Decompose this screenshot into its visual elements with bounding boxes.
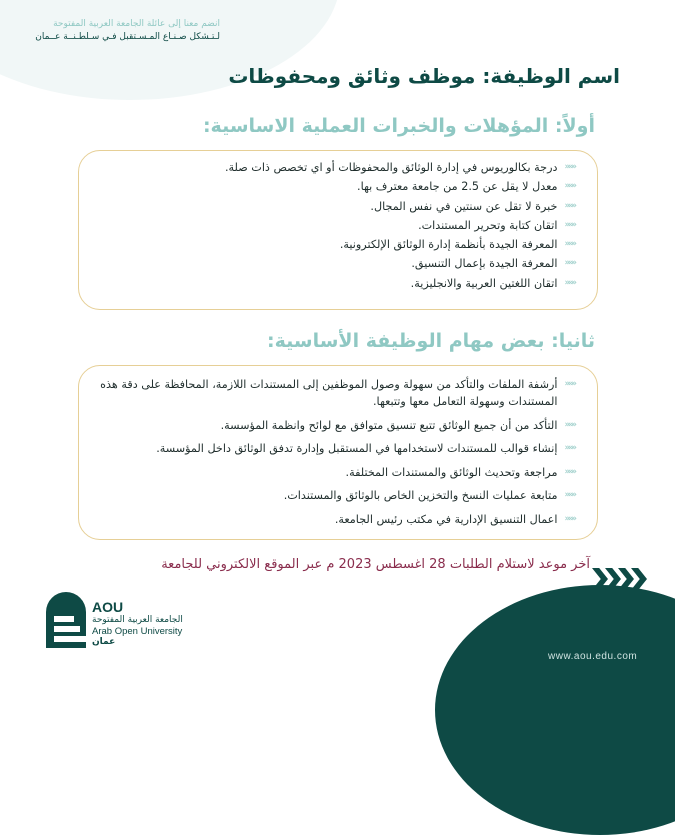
chevron-arrows [595, 568, 647, 590]
logo-branch: عمان [92, 637, 116, 647]
double-chevron-bullet-icon: »»» [564, 258, 575, 269]
list-item: »»» اتقان كتابة وتحرير المستندات. [418, 218, 575, 232]
list-item: »»» خبرة لا تقل عن سنتين في نفس المجال. [370, 199, 575, 213]
aou-logo-icon [46, 592, 86, 648]
double-chevron-bullet-icon: »»» [564, 443, 575, 453]
list-item: »»» إنشاء قوالب للمستندات لاستخدامها في المستقبل وإدارة تدفق الوثائق داخل المؤسسة. [156, 442, 575, 455]
tasks-box [78, 365, 598, 540]
tagline-line-2: لـتـشكل صـنـاع المـسـتقبل فـي سـلطـنــة عــمان [35, 32, 220, 42]
website-url: www.aou.edu.com [548, 651, 638, 662]
double-chevron-bullet-icon: »»» [564, 239, 575, 250]
list-item: »»» التأكد من أن جميع الوثائق تتبع تنسيق متوافق مع لوائح وانظمة المؤسسة. [220, 418, 575, 432]
application-deadline: آخر موعد لاستلام الطلبات 28 اغسطس 2023 م عبر الموقع الالكتروني للجامعة [161, 557, 590, 572]
double-chevron-bullet-icon: »»» [564, 181, 575, 192]
list-item: »»» اعمال التنسيق الإدارية في مكتب رئيس الجامعة. [334, 512, 575, 526]
chevron-right-icon [592, 568, 608, 590]
logo-text [92, 599, 183, 648]
section-2-title: ثانيا: بعض مهام الوظيفة الأساسية: [267, 330, 595, 352]
list-item: »»» اتقان اللغتين العربية والانجليزية. [410, 276, 575, 290]
section-1-title: أولاً: المؤهلات والخبرات العملية الاساسية: [202, 115, 595, 137]
double-chevron-bullet-icon: »»» [564, 490, 575, 500]
list-item: »»» متابعة عمليات النسخ والتخزين الخاص بالوثائق والمستندات. [283, 489, 575, 502]
list-item: »»» أرشفة الملفات والتأكد من سهولة وصول الموظفين إلى المستندات اللازمة، المحافظة على دقة هذه المستندات وسهولة التعامل معها وتتبعها. [100, 378, 575, 408]
logo-abbreviation: AOU [92, 599, 124, 615]
double-chevron-bullet-icon: »»» [564, 419, 575, 430]
list-item: »»» درجة بكالوريوس في إدارة الوثائق والمحفوظات أو اي تخصص ذات صلة. [224, 161, 575, 174]
list-item: »»» المعرفة الجيدة بإعمال التنسيق. [411, 257, 575, 271]
list-item: »»» المعرفة الجيدة بأنظمة إدارة الوثائق الإلكترونية. [339, 238, 575, 252]
double-chevron-bullet-icon: »»» [564, 162, 575, 172]
background-blob-bottom [435, 585, 675, 835]
list-item: »»» معدل لا يقل عن 2.5 من جامعة معترف بها. [357, 180, 575, 194]
job-title: اسم الوظيفة: موظف وثائق ومحفوظات [228, 64, 620, 88]
double-chevron-bullet-icon: »»» [564, 277, 575, 288]
double-chevron-bullet-icon: »»» [564, 200, 575, 211]
logo-english-name: Arab Open University [92, 626, 183, 637]
tagline [30, 18, 220, 44]
tagline-line-1: انضم معنا إلى عائلة الجامعة العربية المفتوحة [53, 19, 220, 29]
logo-arabic-name: الجامعة العربية المفتوحة [92, 615, 183, 625]
list-item: »»» مراجعة وتحديث الوثائق والمستندات المختلفة. [345, 465, 575, 479]
double-chevron-bullet-icon: »»» [564, 379, 575, 389]
double-chevron-bullet-icon: »»» [564, 466, 575, 477]
double-chevron-bullet-icon: »»» [564, 513, 575, 524]
double-chevron-bullet-icon: »»» [564, 219, 575, 230]
qualifications-box [78, 150, 598, 310]
